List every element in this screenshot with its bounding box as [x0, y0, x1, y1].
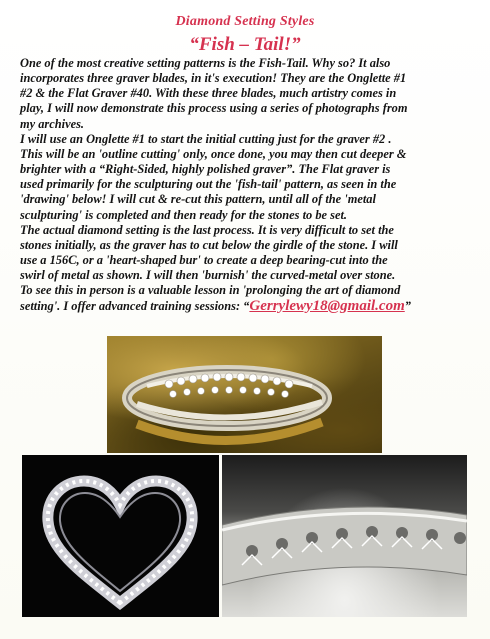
email-link[interactable]: Gerrylewy18@gmail.com — [249, 297, 405, 314]
section-heading: Diamond Setting Styles — [175, 14, 315, 29]
page-title: “Fish – Tail!” — [189, 34, 301, 55]
article-body — [20, 56, 475, 314]
band-closeup-photo — [222, 455, 467, 617]
closing-quote: ” — [404, 298, 411, 313]
article-text: One of the most creative setting patterns is the Fish-Tail. Why so? It also incorporates three graver blades, in it's execution! They are the Onglette #1 #2 & the Flat Graver #40. With these three blades, much artistry comes in play, I will now demonstrate this process using a series of photographs from my archives. I will use an Onglette #1 to start the initial cutting just for the graver #2 . This will be an 'outline cutting' only, once done, you may then cut deeper & brighter with a “Right-Sided, highly polished graver”. The Flat graver is used primarily for the sculpturing out the 'fish-tail' pattern, as seen in the 'drawing' below! I will cut & re-cut this pattern, until all of the 'metal sculpturing' is completed and then ready for the stones to be set. The actual diamond setting is the last process. It is very difficult to set the stones initially, as the graver has to cut below the girdle of the stone. I will use a 156C, or a 'heart-shaped bur' to create a deep bearing-cut into the swirl of metal as shown. I will then 'burnish' the curved-metal over stone. To see this in person is a valuable lesson in 'prolonging the art of diamond setting'. I offer advanced training sessions: “ — [20, 56, 408, 313]
heart-pendant-photo — [22, 455, 219, 617]
ring-photo — [107, 336, 382, 453]
